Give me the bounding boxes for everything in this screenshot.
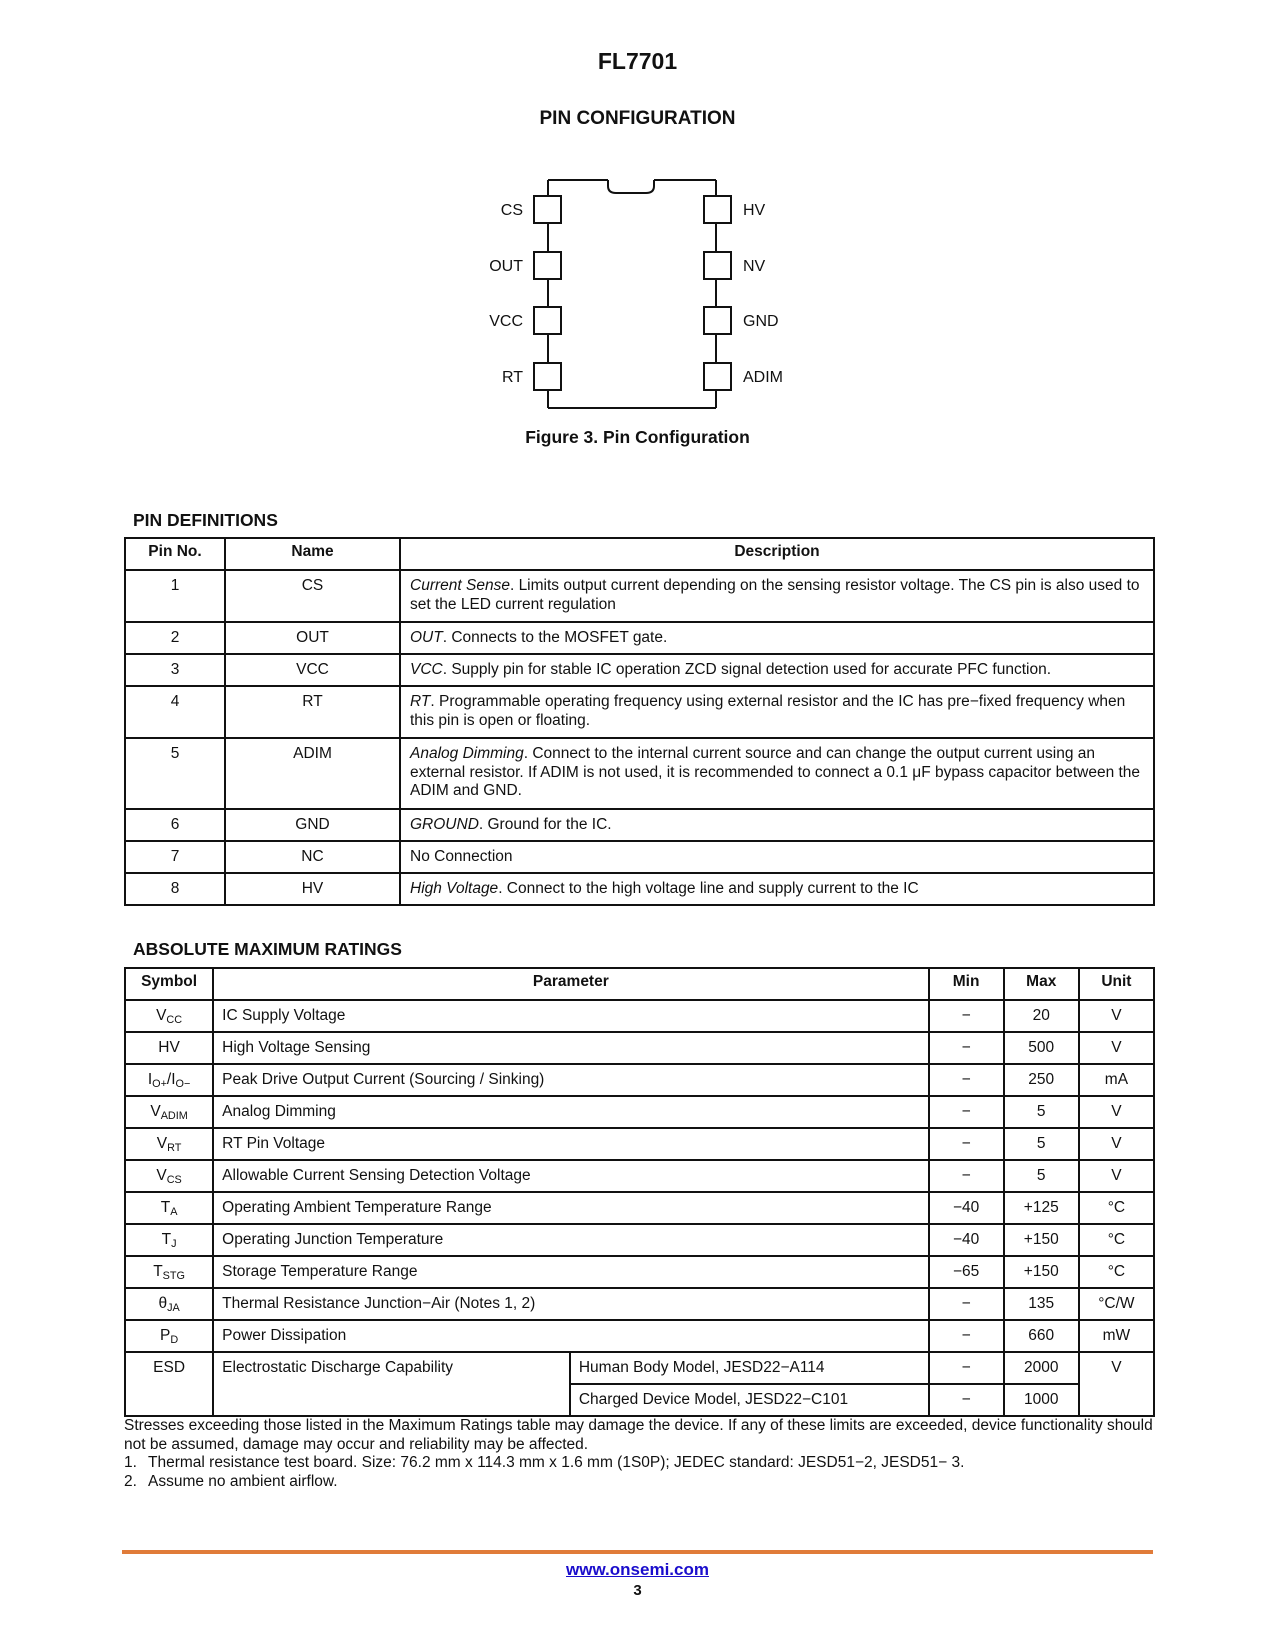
table-row xyxy=(125,873,1154,905)
rating-max: 5 xyxy=(1004,1128,1079,1160)
footnote xyxy=(124,1473,1154,1492)
table-row xyxy=(125,570,1154,622)
pin-label-vcc: VCC xyxy=(489,313,523,330)
rating-symbol: $V_{CS}$ xyxy=(125,1160,213,1192)
footer-divider xyxy=(122,1550,1153,1554)
rating-min: − xyxy=(929,1000,1004,1032)
abs-max-ratings-title: ABSOLUTE MAXIMUM RATINGS xyxy=(133,939,402,959)
pin-description xyxy=(400,841,1154,873)
pin-name: NC xyxy=(225,841,400,873)
table-row xyxy=(125,1256,1154,1288)
table-row xyxy=(125,622,1154,654)
rating-max: 660 xyxy=(1004,1320,1079,1352)
table-row xyxy=(125,738,1154,809)
pin-label-rt: RT xyxy=(501,369,523,386)
col-header-description: Description xyxy=(400,538,1154,570)
rating-parameter: Storage Temperature Range xyxy=(213,1256,928,1288)
rating-min: − xyxy=(929,1128,1004,1160)
rating-symbol: $T_A$ xyxy=(125,1192,213,1224)
pin-definitions-table xyxy=(124,537,1155,906)
col-header-parameter: Parameter xyxy=(213,968,928,1000)
rating-unit: V xyxy=(1079,1000,1154,1032)
rating-min: − xyxy=(929,1064,1004,1096)
pin-no: 8 xyxy=(125,873,225,905)
table-header-row xyxy=(125,538,1154,570)
rating-min: − xyxy=(929,1352,1004,1384)
desc-term: OUT xyxy=(410,629,443,646)
table-row xyxy=(125,1160,1154,1192)
rating-unit: °C xyxy=(1079,1224,1154,1256)
rating-max: 2000 xyxy=(1004,1352,1079,1384)
table-row xyxy=(125,1288,1154,1320)
rating-unit: V xyxy=(1079,1160,1154,1192)
table-row xyxy=(125,809,1154,841)
pin-no: 1 xyxy=(125,570,225,622)
rating-parameter: Peak Drive Output Current (Sourcing / Sinking) xyxy=(213,1064,928,1096)
pin-definitions-title: PIN DEFINITIONS xyxy=(133,510,278,530)
rating-unit: °C xyxy=(1079,1192,1154,1224)
esd-model: Charged Device Model, JESD22−C101 xyxy=(570,1384,929,1416)
pin-box-2 xyxy=(534,252,561,279)
pin-box-7 xyxy=(704,252,731,279)
rating-max: +150 xyxy=(1004,1224,1079,1256)
desc-term: Analog Dimming xyxy=(410,745,524,762)
rating-max: 500 xyxy=(1004,1032,1079,1064)
table-row xyxy=(125,1000,1154,1032)
desc-term: VCC xyxy=(410,661,443,678)
desc-term: High Voltage xyxy=(410,880,499,897)
rating-parameter: Analog Dimming xyxy=(213,1096,928,1128)
rating-parameter: Thermal Resistance Junction−Air (Notes 1, 2) xyxy=(213,1288,928,1320)
rating-unit: mA xyxy=(1079,1064,1154,1096)
desc-text: . Limits output current depending on the sensing resistor voltage. The CS pin is also used to set the LED current regulation xyxy=(410,577,1140,613)
document-title: FL7701 xyxy=(597,48,678,74)
rating-symbol: $\theta_{JA}$ xyxy=(125,1288,213,1320)
rating-max: 135 xyxy=(1004,1288,1079,1320)
rating-min: − xyxy=(929,1032,1004,1064)
pin-description xyxy=(400,738,1154,809)
desc-term: RT xyxy=(410,693,431,710)
pin-box-1 xyxy=(534,196,561,223)
rating-unit: °C/W xyxy=(1079,1288,1154,1320)
desc-text: . Ground for the IC. xyxy=(478,816,612,833)
rating-max: 250 xyxy=(1004,1064,1079,1096)
pin-box-8 xyxy=(704,196,731,223)
rating-min: − xyxy=(929,1320,1004,1352)
rating-symbol: $P_D$ xyxy=(125,1320,213,1352)
rating-symbol: $T_{STG}$ xyxy=(125,1256,213,1288)
pin-no: 6 xyxy=(125,809,225,841)
table-row xyxy=(125,654,1154,686)
rating-parameter: Electrostatic Discharge Capability xyxy=(213,1352,570,1416)
footnote xyxy=(124,1454,1154,1473)
rating-parameter: IC Supply Voltage xyxy=(213,1000,928,1032)
rating-parameter: Power Dissipation xyxy=(213,1320,928,1352)
esd-model: Human Body Model, JESD22−A114 xyxy=(570,1352,929,1384)
pin-name: OUT xyxy=(225,622,400,654)
rating-parameter: RT Pin Voltage xyxy=(213,1128,928,1160)
footnote-text: Assume no ambient airflow. xyxy=(148,1472,338,1490)
rating-max: +150 xyxy=(1004,1256,1079,1288)
pin-configuration-diagram xyxy=(0,165,1275,420)
rating-symbol: $V_{CC}$ xyxy=(125,1000,213,1032)
pin-name: CS xyxy=(225,570,400,622)
footnote-text: Thermal resistance test board. Size: 76.2 mm x 114.3 mm x 1.6 mm (1S0P); JEDEC standard: JESD51−2, JESD51− 3. xyxy=(148,1454,965,1471)
pin-label-out: OUT xyxy=(489,258,523,275)
rating-max: 1000 xyxy=(1004,1384,1079,1416)
website-link[interactable]: www.onsemi.com xyxy=(566,1560,709,1579)
rating-max: 20 xyxy=(1004,1000,1079,1032)
table-row xyxy=(125,1192,1154,1224)
table-row xyxy=(125,1128,1154,1160)
rating-symbol: ESD xyxy=(125,1352,213,1416)
pin-no: 5 xyxy=(125,738,225,809)
desc-text: . Connects to the MOSFET gate. xyxy=(442,629,668,646)
rating-symbol: $T_J$ xyxy=(125,1224,213,1256)
rating-unit: V xyxy=(1079,1352,1154,1416)
abs-max-ratings-table xyxy=(124,967,1155,1417)
pin-description xyxy=(400,809,1154,841)
table-row xyxy=(125,841,1154,873)
rating-min: − xyxy=(929,1160,1004,1192)
table-row xyxy=(125,1064,1154,1096)
pin-label-nv: NV xyxy=(743,258,766,275)
pin-description xyxy=(400,873,1154,905)
table-row xyxy=(125,1224,1154,1256)
rating-min: −40 xyxy=(929,1224,1004,1256)
pin-label-gnd: GND xyxy=(743,313,779,330)
ratings-notes xyxy=(124,1417,1154,1491)
pin-description xyxy=(400,654,1154,686)
col-header-min: Min xyxy=(929,968,1004,1000)
table-row xyxy=(125,686,1154,738)
pin-box-4 xyxy=(534,363,561,390)
pin-description xyxy=(400,570,1154,622)
page-number: 3 xyxy=(633,1582,642,1599)
pin-no: 3 xyxy=(125,654,225,686)
pin-name: ADIM xyxy=(225,738,400,809)
table-row xyxy=(125,1032,1154,1064)
rating-min: −65 xyxy=(929,1256,1004,1288)
pin-name: GND xyxy=(225,809,400,841)
desc-text: No Connection xyxy=(410,848,513,865)
rating-unit: V xyxy=(1079,1032,1154,1064)
pin-label-adim: ADIM xyxy=(743,369,783,386)
rating-min: − xyxy=(929,1288,1004,1320)
col-header-name: Name xyxy=(225,538,400,570)
footnote-number: 2. xyxy=(124,1472,137,1490)
pin-description xyxy=(400,622,1154,654)
rating-min: − xyxy=(929,1096,1004,1128)
rating-symbol: HV xyxy=(125,1032,213,1064)
pin-no: 2 xyxy=(125,622,225,654)
pin-no: 4 xyxy=(125,686,225,738)
pin-no: 7 xyxy=(125,841,225,873)
rating-max: 5 xyxy=(1004,1160,1079,1192)
rating-symbol: $I_{O+}/I_{O-}$ xyxy=(125,1064,213,1096)
rating-symbol: $V_{ADIM}$ xyxy=(125,1096,213,1128)
footnote-number: 1. xyxy=(124,1454,137,1471)
desc-text: . Programmable operating frequency using external resistor and the IC has pre−fixed frequency when this pin is open or floating. xyxy=(410,693,1126,729)
pin-name: RT xyxy=(225,686,400,738)
desc-term: GROUND xyxy=(410,816,479,833)
desc-term: Current Sense xyxy=(410,577,510,594)
table-header-row xyxy=(125,968,1154,1000)
desc-text: . Connect to the internal current source and can change the output current using an external resistor. If ADIM is not used, it is recommended to connect a 0.1 μF bypass capacitor between the ADIM and GND. xyxy=(410,745,1141,799)
pin-description xyxy=(400,686,1154,738)
pin-name: VCC xyxy=(225,654,400,686)
pin-name: HV xyxy=(225,873,400,905)
rating-symbol: $V_{RT}$ xyxy=(125,1128,213,1160)
rating-min: −40 xyxy=(929,1192,1004,1224)
stress-note: Stresses exceeding those listed in the Maximum Ratings table may damage the device. If any of these limits are exceeded, device functionality should not be assumed, damage may occur and reliability may be affected. xyxy=(124,1417,1153,1453)
desc-text: . Connect to the high voltage line and supply current to the IC xyxy=(498,880,919,897)
rating-parameter: Allowable Current Sensing Detection Voltage xyxy=(213,1160,928,1192)
figure-caption: Figure 3. Pin Configuration xyxy=(525,427,750,447)
rating-max: 5 xyxy=(1004,1096,1079,1128)
rating-unit: mW xyxy=(1079,1320,1154,1352)
rating-parameter: High Voltage Sensing xyxy=(213,1032,928,1064)
package-notch xyxy=(608,180,654,193)
pin-box-5 xyxy=(704,363,731,390)
pin-label-cs: CS xyxy=(500,202,523,219)
rating-max: +125 xyxy=(1004,1192,1079,1224)
rating-unit: °C xyxy=(1079,1256,1154,1288)
table-row xyxy=(125,1096,1154,1128)
col-header-pin-no: Pin No. xyxy=(125,538,225,570)
rating-unit: V xyxy=(1079,1128,1154,1160)
pin-box-6 xyxy=(704,307,731,334)
rating-parameter: Operating Junction Temperature xyxy=(213,1224,928,1256)
table-row xyxy=(125,1320,1154,1352)
rating-min: − xyxy=(929,1384,1004,1416)
col-header-unit: Unit xyxy=(1079,968,1154,1000)
rating-unit: V xyxy=(1079,1096,1154,1128)
pin-box-3 xyxy=(534,307,561,334)
table-row xyxy=(125,1352,1154,1384)
col-header-symbol: Symbol xyxy=(125,968,213,1000)
rating-parameter: Operating Ambient Temperature Range xyxy=(213,1192,928,1224)
pin-label-hv: HV xyxy=(743,202,766,219)
col-header-max: Max xyxy=(1004,968,1079,1000)
pin-configuration-title: PIN CONFIGURATION xyxy=(539,108,736,129)
desc-text: . Supply pin for stable IC operation ZCD signal detection used for accurate PFC function. xyxy=(442,661,1051,678)
